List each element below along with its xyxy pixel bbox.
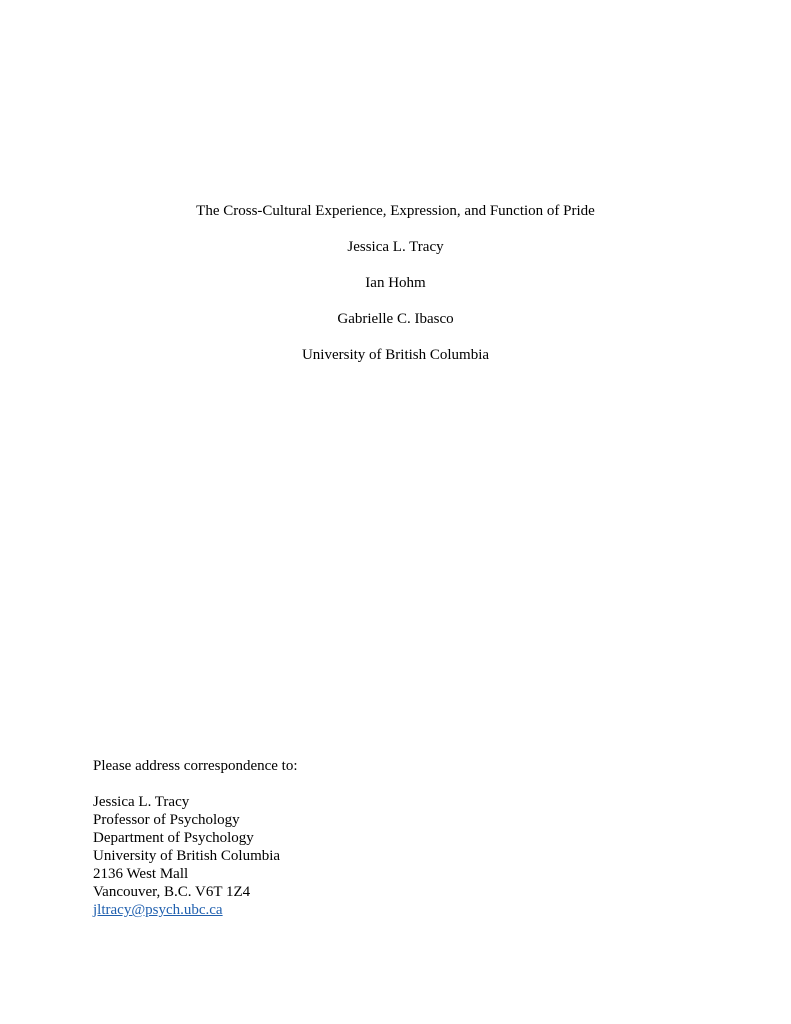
email-line — [93, 901, 298, 919]
spacer — [93, 775, 298, 793]
correspondence-department: Department of Psychology — [93, 830, 254, 846]
correspondence-block — [93, 757, 298, 919]
affiliation: University of British Columbia — [301, 347, 490, 363]
paper-title: The Cross-Cultural Experience, Expression, and Function of Pride — [196, 203, 595, 219]
author-2: Ian Hohm — [365, 275, 426, 291]
correspondence-city: Vancouver, B.C. V6T 1Z4 — [93, 884, 251, 900]
correspondence-position: Professor of Psychology — [93, 812, 240, 828]
email-link[interactable]: jltracy@psych.ubc.ca — [93, 902, 223, 918]
title-block — [0, 202, 791, 382]
correspondence-institution: University of British Columbia — [93, 848, 281, 864]
correspondence-street: 2136 West Mall — [93, 866, 189, 882]
correspondence-name: Jessica L. Tracy — [93, 794, 190, 810]
author-1: Jessica L. Tracy — [347, 239, 444, 255]
correspondence-heading: Please address correspondence to: — [93, 758, 298, 774]
author-3: Gabrielle C. Ibasco — [337, 311, 454, 327]
